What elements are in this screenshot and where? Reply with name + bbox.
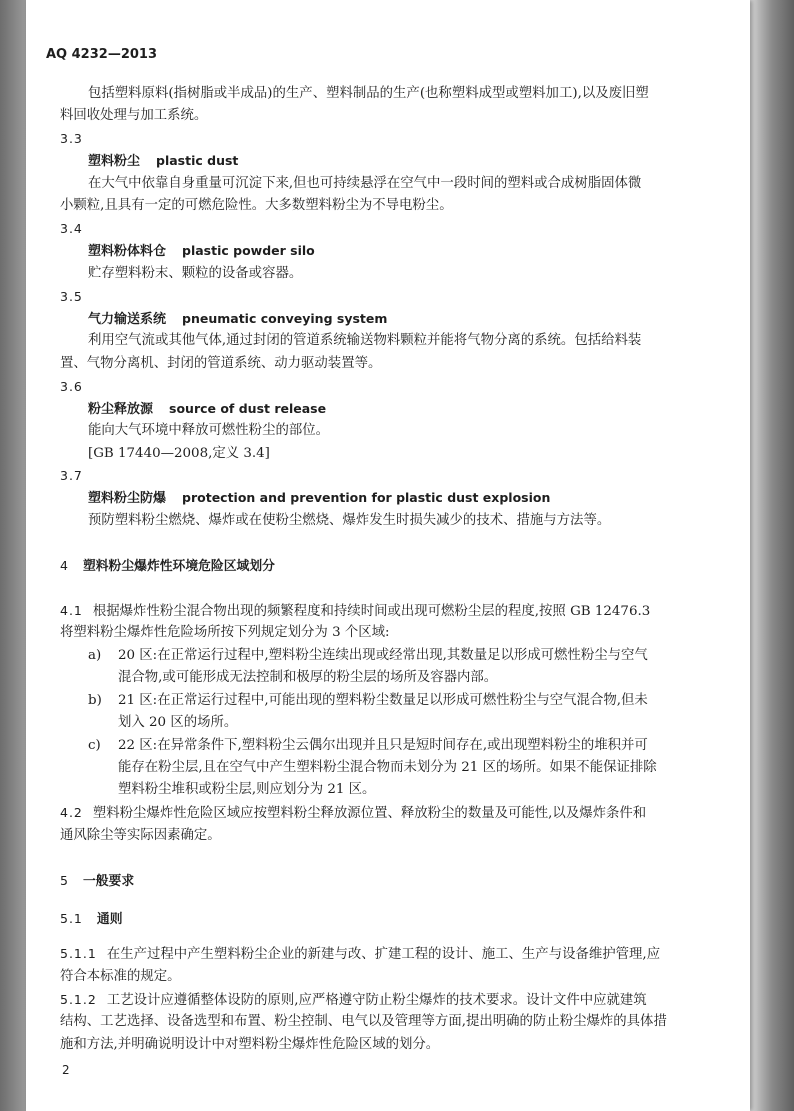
list-continuation: 塑料粉尘堆积或粉尘层,则应划分为 21 区。 <box>118 782 376 797</box>
term-zh: 塑料粉体料仓 <box>88 244 167 259</box>
term-zh: 气力输送系统 <box>88 312 167 327</box>
list-continuation: 混合物,或可能形成无法控制和极厚的粉尘层的场所及容器内部。 <box>118 670 498 685</box>
paragraph-line: 将塑料粉尘爆炸性危险场所按下列规定划分为 3 个区域: <box>60 625 390 640</box>
paragraph-line: 通风除尘等实际因素确定。 <box>60 828 221 843</box>
page-shadow-left <box>0 0 26 1111</box>
list-item <box>88 648 648 664</box>
document-page <box>26 0 750 1111</box>
section-heading <box>60 873 134 890</box>
list-label: a) <box>88 648 102 663</box>
clause-number: 5.1.1 <box>60 946 97 961</box>
clause-number: 3.4 <box>60 221 83 236</box>
section-heading <box>60 558 275 575</box>
list-continuation: 能存在粉尘层,且在空气中产生塑料粉尘混合物而未划分为 21 区的场所。如果不能保证排除 <box>118 760 657 775</box>
list-item <box>88 693 648 709</box>
list-item <box>88 738 648 754</box>
section-title: 塑料粉尘爆炸性环境危险区域划分 <box>82 559 275 574</box>
paragraph-line <box>60 603 650 620</box>
clause-number: 4.1 <box>60 603 83 618</box>
term-heading <box>88 490 550 507</box>
paragraph-line: 结构、工艺选择、设备选型和布置、粉尘控制、电气以及管理等方面,提出明确的防止粉尘爆炸的具体措 <box>60 1014 667 1029</box>
clause-number: 3.5 <box>60 289 83 304</box>
paragraph-line: 能向大气环境中释放可燃性粉尘的部位。 <box>88 423 330 438</box>
paragraph-line: 小颗粒,且具有一定的可燃危险性。大多数塑料粉尘为不导电粉尘。 <box>60 198 453 213</box>
paragraph-line <box>60 946 660 963</box>
paragraph-line: 包括塑料原料(指树脂或半成品)的生产、塑料制品的生产(也称塑料成型或塑料加工),以及废旧塑 <box>88 86 649 101</box>
paragraph-line: 在大气中依靠自身重量可沉淀下来,但也可持续悬浮在空气中一段时间的塑料或合成树脂固体微 <box>88 176 642 191</box>
list-label: b) <box>88 693 102 708</box>
paragraph-line: 料回收处理与加工系统。 <box>60 108 208 123</box>
subsection-title: 通则 <box>96 912 123 927</box>
subsection-heading <box>60 911 122 928</box>
section-number: 4 <box>60 558 69 573</box>
clause-number: 4.2 <box>60 805 83 820</box>
list-text: 21 区:在正常运行过程中,可能出现的塑料粉尘数量足以形成可燃性粉尘与空气混合物,但未 <box>118 693 648 708</box>
term-en: pneumatic conveying system <box>182 311 388 326</box>
clause-number: 3.6 <box>60 379 83 394</box>
subsection-number: 5.1 <box>60 911 83 926</box>
paragraph-line <box>60 992 647 1009</box>
list-text: 22 区:在异常条件下,塑料粉尘云偶尔出现并且只是短时间存在,或出现塑料粉尘的堆积并可 <box>118 738 648 753</box>
paragraph-text: 在生产过程中产生塑料粉尘企业的新建与改、扩建工程的设计、施工、生产与设备维护管理,应 <box>106 947 661 962</box>
term-en: source of dust release <box>169 401 327 416</box>
term-en: protection and prevention for plastic dust explosion <box>182 490 551 505</box>
term-zh: 塑料粉尘防爆 <box>88 491 167 506</box>
page-number: 2 <box>62 1063 70 1077</box>
paragraph-line: 贮存塑料粉末、颗粒的设备或容器。 <box>88 266 303 281</box>
term-en: plastic dust <box>156 153 239 168</box>
clause-number: 3.3 <box>60 131 83 146</box>
paragraph-line: 施和方法,并明确说明设计中对塑料粉尘爆炸性危险区域的划分。 <box>60 1037 440 1052</box>
paragraph-text: 根据爆炸性粉尘混合物出现的频繁程度和持续时间或出现可燃粉尘层的程度,按照 GB 12476.3 <box>92 604 651 619</box>
list-text: 20 区:在正常运行过程中,塑料粉尘连续出现或经常出现,其数量足以形成可燃性粉尘与空气 <box>118 648 648 663</box>
term-zh: 粉尘释放源 <box>88 402 154 417</box>
section-number: 5 <box>60 873 69 888</box>
paragraph-text: 塑料粉尘爆炸性危险区域应按塑料粉尘释放源位置、释放粉尘的数量及可能性,以及爆炸条件和 <box>92 806 647 821</box>
term-zh: 塑料粉尘 <box>88 154 141 169</box>
paragraph-text: 工艺设计应遵循整体设防的原则,应严格遵守防止粉尘爆炸的技术要求。设计文件中应就建筑 <box>106 993 647 1008</box>
page-shadow-right <box>748 0 794 1111</box>
term-heading <box>88 311 387 328</box>
term-en: plastic powder silo <box>182 243 315 258</box>
paragraph-line: 置、气物分离机、封闭的管道系统、动力驱动装置等。 <box>60 356 382 371</box>
section-title: 一般要求 <box>82 874 135 889</box>
list-label: c) <box>88 738 101 753</box>
source-citation: [GB 17440—2008,定义 3.4] <box>88 446 270 461</box>
paragraph-line: 利用空气流或其他气体,通过封闭的管道系统输送物料颗粒并能将气物分离的系统。包括给料装 <box>88 333 642 348</box>
term-heading <box>88 401 326 418</box>
paragraph-line: 预防塑料粉尘燃烧、爆炸或在使粉尘燃烧、爆炸发生时损失减少的技术、措施与方法等。 <box>88 513 611 528</box>
clause-number: 5.1.2 <box>60 992 97 1007</box>
paragraph-line <box>60 805 646 822</box>
term-heading <box>88 153 238 170</box>
clause-number: 3.7 <box>60 468 83 483</box>
paragraph-line: 符合本标准的规定。 <box>60 969 181 984</box>
list-continuation: 划入 20 区的场所。 <box>118 715 238 730</box>
term-heading <box>88 243 315 260</box>
doc-header-code: AQ 4232—2013 <box>46 47 158 62</box>
